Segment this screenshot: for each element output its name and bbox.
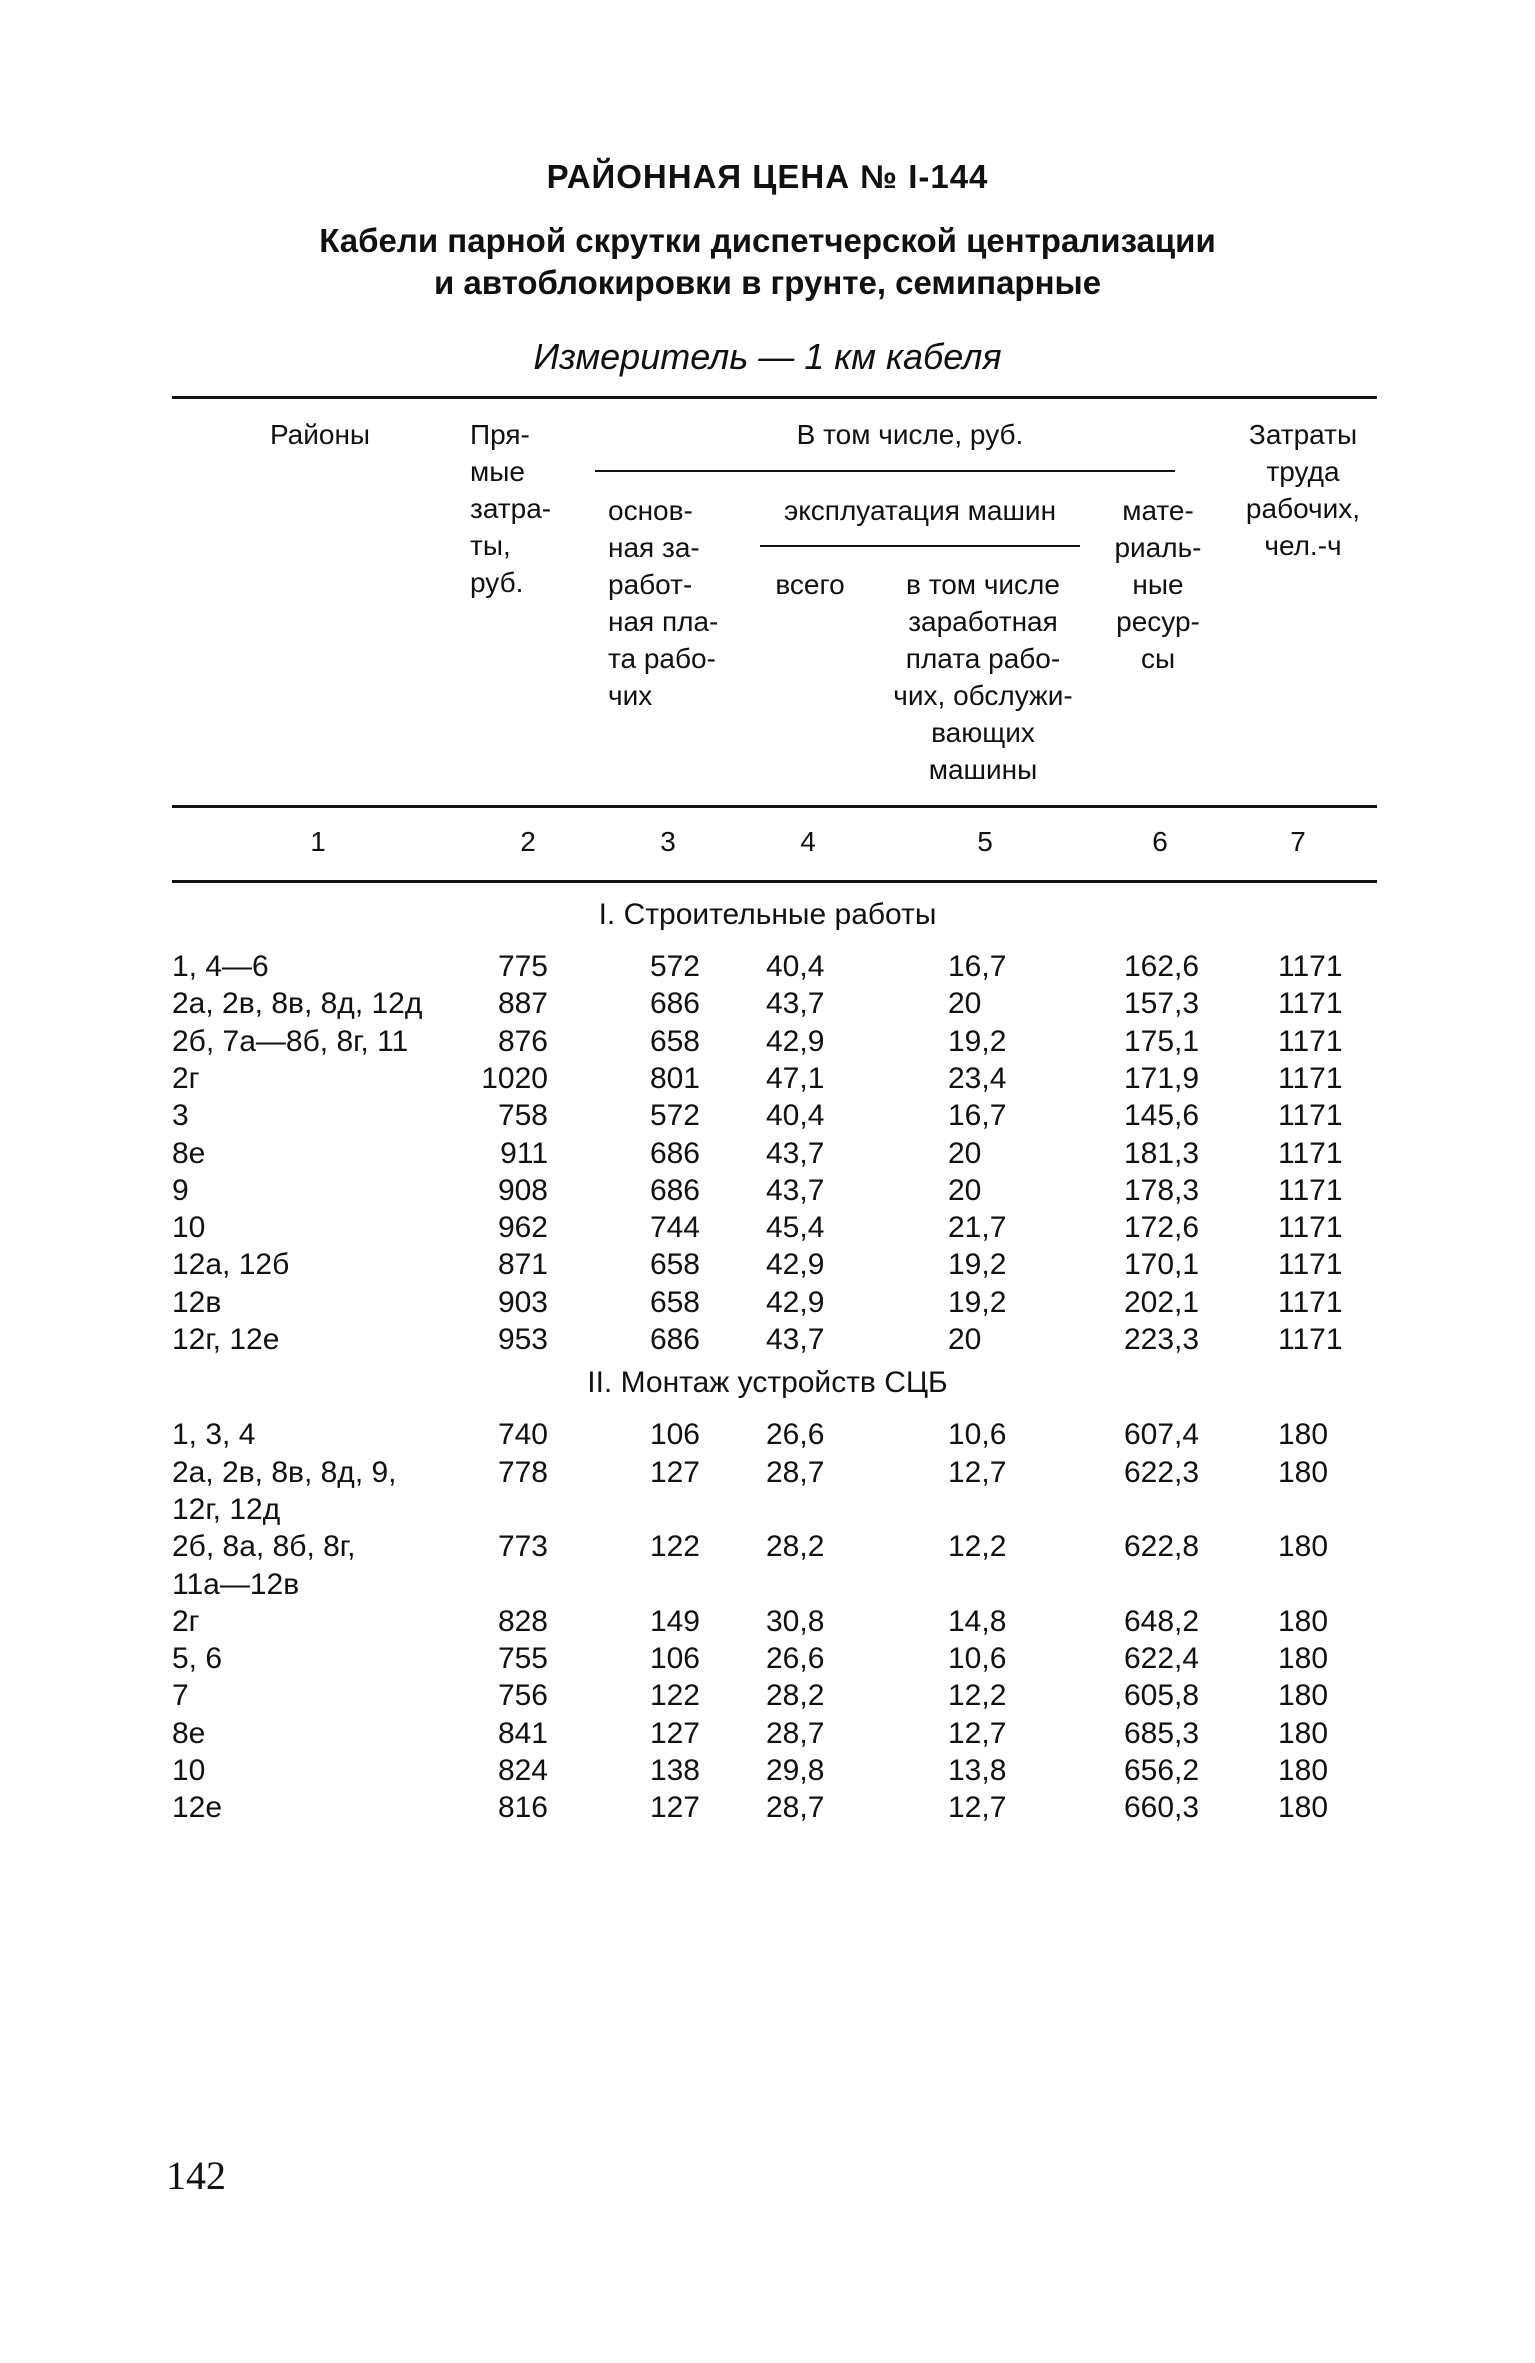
table-cell: 23,4 [948,1061,1007,1095]
table-cell: 45,4 [766,1211,825,1245]
table-cell: 171,9 [1124,1061,1200,1095]
table-cell: 42,9 [766,1285,825,1319]
page-subtitle [0,220,1535,304]
table-cell: 180 [1278,1530,1329,1564]
table-cell: 607,4 [1124,1418,1200,1452]
table-cell: 871 [497,1248,548,1282]
subtitle-line-2: и автоблокировки в грунте, семипарные [433,264,1102,301]
table-cell: 911 [500,1136,548,1170]
table-cell: 26,6 [766,1642,825,1676]
table-row [0,1456,1535,1493]
table-cell: 572 [649,1099,700,1133]
table-cell: 1171 [1278,987,1343,1021]
table-cell: 42,9 [766,1024,825,1058]
table-cell: 40,4 [766,950,825,983]
table-cell: 29,8 [766,1754,825,1787]
table-cell: 572 [649,950,700,983]
table-cell: 8е [172,1136,206,1170]
table-cell: 10 [172,1211,206,1245]
table-cell: 1171 [1278,1173,1343,1207]
table-cell: 43,7 [766,1323,825,1356]
header-line: машины [928,754,1038,785]
table-cell: 660,3 [1124,1791,1200,1825]
table-row [0,1137,1535,1174]
table-cell: 658 [649,1248,700,1282]
subtitle-line-1: Кабели парной скрутки диспетчерской централизации [319,222,1216,259]
table-cell: 685,3 [1124,1716,1200,1750]
table-cell: 28,7 [766,1716,825,1750]
table-cell: 202,1 [1124,1285,1200,1319]
table-row [0,1248,1535,1285]
col-header-materials [1108,492,1208,677]
table-cell: 43,7 [766,1173,825,1207]
table-cell: 12,2 [948,1679,1007,1713]
table-cell: 903 [497,1285,548,1319]
table-cell: 755 [497,1642,548,1676]
column-number: 3 [660,826,676,857]
table-cell: 3 [172,1099,189,1133]
header-line: чих [608,680,653,711]
table-cell: 43,7 [766,1136,825,1170]
header-line: рабочих, [1245,493,1361,524]
col-header-machines-total: всего [775,569,845,600]
table-cell: 170,1 [1124,1248,1200,1282]
table-row [0,1323,1535,1360]
table-cell: 21,7 [948,1211,1007,1245]
table-cell: 175,1 [1124,1024,1200,1058]
table-cell: 5, 6 [172,1642,223,1676]
header-line: Пря- [470,419,530,450]
table-cell: 11а—12в [172,1567,300,1601]
table-cell: 1171 [1278,1099,1343,1133]
header-line: сы [1140,643,1176,674]
table-cell: 162,6 [1124,950,1200,983]
table-cell: 180 [1278,1716,1329,1750]
table-cell: 648,2 [1124,1604,1200,1638]
table-row [0,1099,1535,1136]
table-cell: 12г, 12е [172,1323,280,1356]
table-cell: 9 [172,1173,189,1207]
table-cell: 127 [649,1716,700,1750]
table-cell: 20 [948,1136,982,1170]
table-cell: 40,4 [766,1099,825,1133]
header-line: ная пла- [608,606,719,637]
table-row [0,1174,1535,1211]
table-cell: 12,7 [948,1791,1007,1825]
header-line: затра- [470,493,552,524]
table-cell: 740 [497,1418,548,1452]
header-line: вающих [931,717,1035,748]
table-cell: 908 [497,1173,548,1207]
header-line: работ- [608,569,693,600]
col-header-direct-costs [470,416,580,601]
table-cell: 180 [1278,1455,1329,1489]
table-cell: 2г [172,1061,200,1095]
table-cell: 20 [948,1323,982,1356]
group-rule [595,470,1175,472]
table-row [0,1062,1535,1099]
table-cell: 26,6 [766,1418,825,1452]
table-cell: 962 [497,1211,548,1245]
table-row [0,1286,1535,1323]
table-cell: 172,6 [1124,1211,1200,1245]
table-cell: 8е [172,1716,206,1750]
header-line: чих, обслужи- [893,680,1073,711]
header-line: мате- [1122,495,1194,526]
header-line: ные [1132,569,1184,600]
header-line: та рабо- [608,643,716,674]
column-number: 1 [310,826,326,857]
table-cell: 13,8 [948,1754,1007,1787]
table-cell: 12,2 [948,1530,1007,1564]
table-cell: 138 [649,1754,700,1787]
table-cell: 622,4 [1124,1642,1200,1676]
table-cell: 658 [649,1285,700,1319]
header-line: ная за- [608,532,700,563]
table-cell: 19,2 [948,1285,1007,1319]
table-cell: 775 [497,950,548,983]
table-cell: 773 [497,1530,548,1564]
header-line: Затраты [1248,419,1358,450]
table-cell: 180 [1278,1604,1329,1638]
section-title: I. Строительные работы [598,898,937,931]
col-header-group: В том числе, руб. [796,419,1024,450]
table-cell: 28,2 [766,1530,825,1564]
table-cell: 30,8 [766,1604,825,1638]
table-cell: 19,2 [948,1248,1007,1282]
table-row [0,1791,1535,1828]
header-line: ресур- [1116,606,1200,637]
table-cell: 181,3 [1124,1136,1200,1170]
table-cell: 2б, 8а, 8б, 8г, [172,1530,356,1564]
header-line: руб. [470,567,524,598]
table-cell: 180 [1278,1791,1329,1825]
table-cell: 686 [649,1136,700,1170]
table-cell: 816 [497,1791,548,1825]
table-cell: 127 [649,1455,700,1489]
table-cell: 656,2 [1124,1754,1200,1787]
column-number: 4 [800,826,816,857]
table-cell: 1171 [1278,1248,1343,1282]
header-line: риаль- [1114,532,1202,563]
col-header-districts: Районы [269,419,371,450]
table-cell: 145,6 [1124,1099,1200,1133]
table-cell: 1, 4—6 [172,950,269,983]
table-cell: 180 [1278,1754,1329,1787]
table-cell: 887 [497,987,548,1021]
table-cell: 157,3 [1124,987,1200,1021]
table-cell: 2а, 2в, 8в, 8д, 9, [172,1455,397,1489]
table-cell: 1171 [1278,1136,1343,1170]
column-number: 7 [1290,826,1306,857]
table-cell: 1, 3, 4 [172,1418,256,1452]
table-cell: 106 [649,1418,700,1452]
table-cell: 20 [948,987,982,1021]
table-cell: 2а, 2в, 8в, 8д, 12д [172,987,423,1021]
table-row [0,1679,1535,1716]
table-cell: 1020 [481,1061,548,1095]
table-cell: 178,3 [1124,1173,1200,1207]
numbers-bottom-rule [172,880,1377,883]
table-cell: 122 [649,1530,700,1564]
table-cell: 1171 [1278,950,1343,983]
table-cell: 2г [172,1604,200,1638]
table-cell: 223,3 [1124,1323,1200,1356]
table-cell: 14,8 [948,1604,1007,1638]
table-cell: 180 [1278,1418,1329,1452]
table-cell: 686 [649,1323,700,1356]
table-cell: 1171 [1278,1285,1343,1319]
table-row [0,1025,1535,1062]
table-cell: 12,7 [948,1716,1007,1750]
table-row [0,950,1535,987]
table-cell: 43,7 [766,987,825,1021]
table-cell: 42,9 [766,1248,825,1282]
table-row [0,1642,1535,1679]
table-row [0,1568,1535,1605]
table-cell: 605,8 [1124,1679,1200,1713]
table-cell: 16,7 [948,1099,1007,1133]
table-cell: 686 [649,1173,700,1207]
header-line: заработная [908,606,1058,637]
table-cell: 801 [649,1061,700,1095]
table-cell: 828 [497,1604,548,1638]
table-row [0,1493,1535,1530]
header-line: основ- [608,495,693,526]
table-cell: 12а, 12б [172,1248,290,1282]
table-cell: 28,7 [766,1455,825,1489]
header-line: плата рабо- [905,643,1061,674]
table-cell: 758 [497,1099,548,1133]
table-cell: 778 [497,1455,548,1489]
table-top-rule [172,396,1377,399]
table-cell: 149 [649,1604,700,1638]
table-cell: 756 [497,1679,548,1713]
column-number: 6 [1152,826,1168,857]
table-cell: 1171 [1278,1024,1343,1058]
table-row [0,987,1535,1024]
table-cell: 180 [1278,1679,1329,1713]
page-title: РАЙОННАЯ ЦЕНА № І-144 [546,158,989,195]
table-cell: 744 [649,1211,700,1245]
table-cell: 12в [172,1285,222,1319]
column-number: 5 [977,826,993,857]
col-header-machines-wages [878,566,1088,788]
header-line: труда [1266,456,1340,487]
table-cell: 7 [172,1679,189,1713]
header-line: чел.-ч [1264,530,1342,561]
table-cell: 16,7 [948,950,1007,983]
table-cell: 10,6 [948,1418,1007,1452]
header-line: ты, [470,530,511,561]
table-cell: 47,1 [766,1061,825,1095]
table-cell: 658 [649,1024,700,1058]
table-cell: 28,2 [766,1679,825,1713]
table-cell: 953 [497,1323,548,1356]
table-cell: 622,3 [1124,1455,1200,1489]
table-row [0,1530,1535,1567]
col-header-machines: эксплуатация машин [783,495,1057,526]
table-cell: 824 [497,1754,548,1787]
section-title: II. Монтаж устройств СЦБ [587,1366,948,1400]
table-cell: 12е [172,1791,223,1825]
table-cell: 28,7 [766,1791,825,1825]
table-cell: 106 [649,1642,700,1676]
table-cell: 841 [497,1716,548,1750]
measure-unit: Измеритель — 1 км кабеля [533,336,1002,377]
header-line: мые [470,456,525,487]
table-cell: 12,7 [948,1455,1007,1489]
column-number: 2 [520,826,536,857]
table-row [0,1754,1535,1791]
table-cell: 2б, 7а—8б, 8г, 11 [172,1024,409,1058]
table-cell: 180 [1278,1642,1329,1676]
col-header-wages [608,492,738,714]
machines-rule [760,545,1080,547]
table-cell: 20 [948,1173,982,1207]
header-bottom-rule [172,805,1377,808]
table-cell: 122 [649,1679,700,1713]
page-number: 142 [166,2153,226,2198]
col-header-labor [1228,416,1378,564]
table-row [0,1211,1535,1248]
table-cell: 19,2 [948,1024,1007,1058]
table-cell: 127 [649,1791,700,1825]
header-line: в том числе [906,569,1060,600]
table-cell: 10 [172,1754,206,1787]
table-cell: 1171 [1278,1061,1343,1095]
table-cell: 622,8 [1124,1530,1200,1564]
table-cell: 1171 [1278,1323,1343,1356]
table-cell: 686 [649,987,700,1021]
table-row [0,1717,1535,1754]
table-row [0,1605,1535,1642]
table-cell: 12г, 12д [172,1492,281,1526]
table-cell: 1171 [1278,1211,1343,1245]
table-row [0,1418,1535,1455]
table-cell: 876 [497,1024,548,1058]
table-cell: 10,6 [948,1642,1007,1676]
